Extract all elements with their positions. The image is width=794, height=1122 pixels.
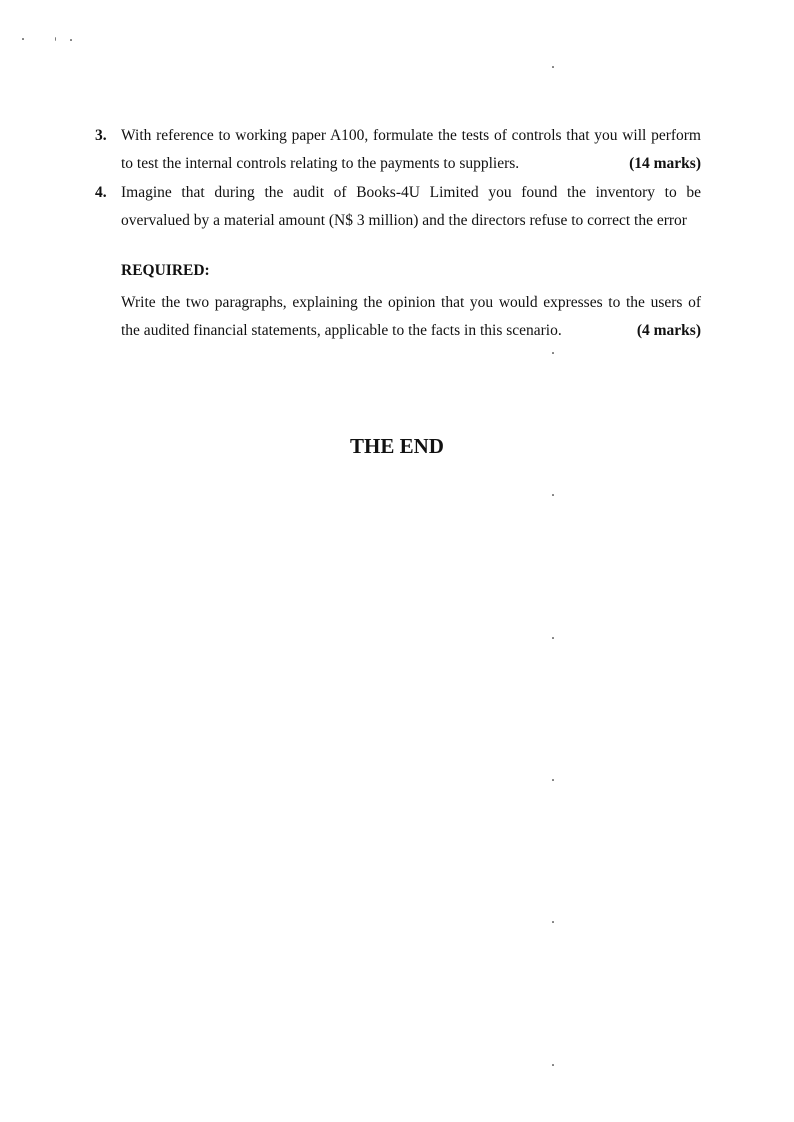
question-text-line: overvalued by a material amount (N$ 3 million) and the directors refuse to correct the error [121, 212, 687, 229]
scan-speck [552, 637, 554, 639]
required-text: the audited financial statements, applicable to the facts in this scenario. [121, 322, 562, 339]
required-text-line: Write the two paragraphs, explaining the opinion that you would expresses to the users of [121, 294, 701, 311]
question-3 [95, 123, 701, 177]
scan-speck [70, 39, 72, 41]
required-text-line-with-marks [121, 317, 701, 345]
required-heading: REQUIRED: [121, 262, 210, 279]
scan-speck [22, 38, 24, 40]
question-text-line: Imagine that during the audit of Books-4U Limited you found the inventory to be [121, 184, 701, 201]
scan-speck [552, 66, 554, 68]
question-text-line: With reference to working paper A100, formulate the tests of controls that you will perform [121, 127, 701, 144]
question-4 [95, 180, 701, 234]
marks-label: (14 marks) [629, 155, 701, 172]
scan-speck [552, 494, 554, 496]
scan-speck [552, 352, 554, 354]
question-number: 4. [95, 184, 107, 201]
scan-speck [552, 1064, 554, 1066]
closing-title: THE END [350, 434, 444, 458]
scan-speck [552, 779, 554, 781]
scan-speck [55, 37, 56, 41]
question-text-line-with-marks [121, 151, 701, 177]
question-number: 3. [95, 127, 107, 144]
required-text [121, 289, 701, 345]
question-text: to test the internal controls relating to the payments to suppliers. [121, 155, 520, 172]
scan-speck [552, 921, 554, 923]
marks-label: (4 marks) [636, 322, 701, 339]
